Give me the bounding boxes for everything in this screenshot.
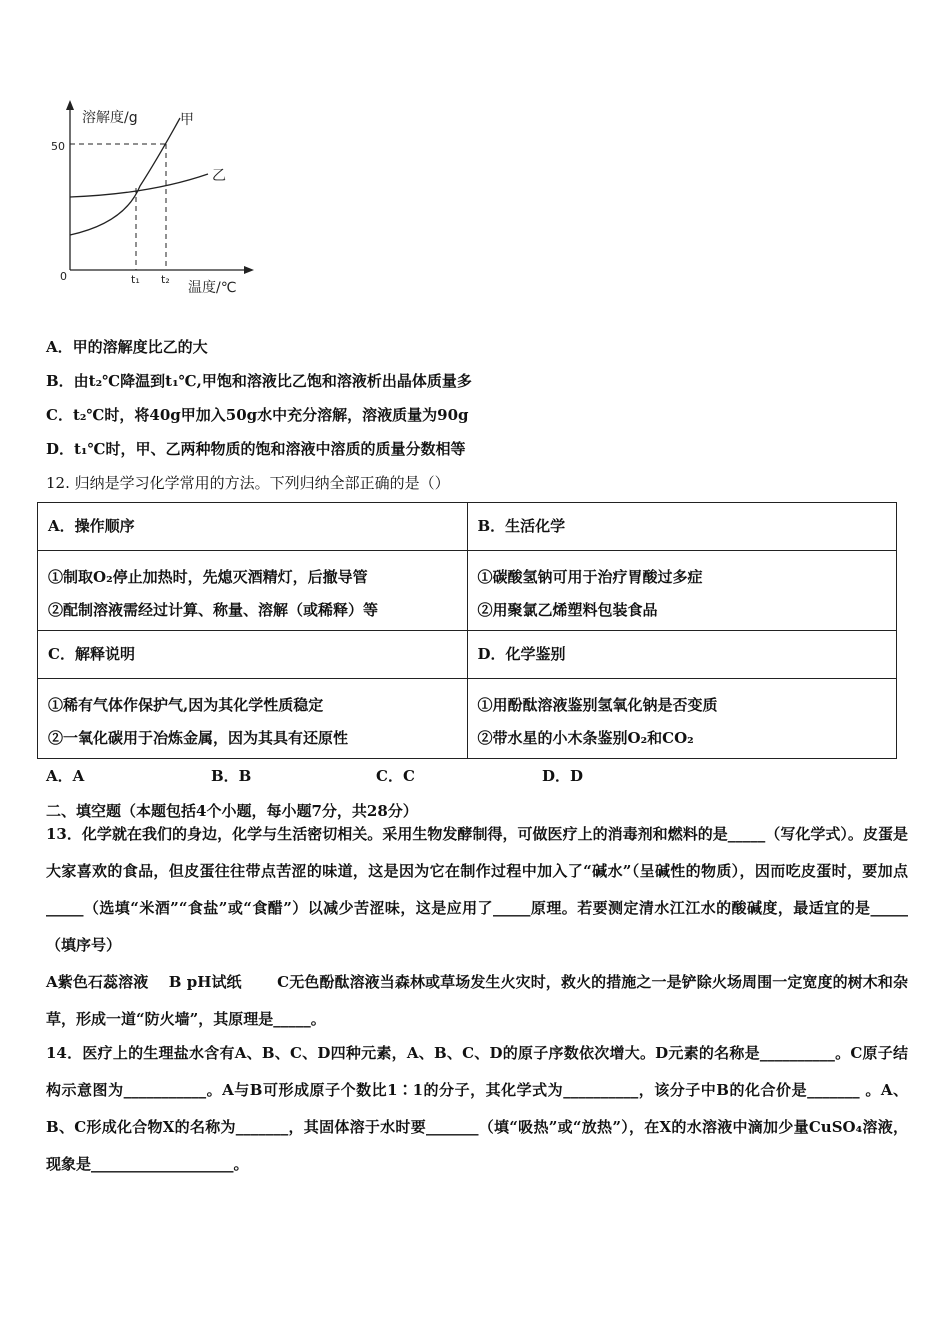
cell-b-line2: ②用聚氯乙烯塑料包装食品: [477, 601, 658, 619]
curve-jia: [70, 118, 180, 235]
y-axis-label: 溶解度/g: [82, 110, 138, 126]
q11-option-b: B．由t₂℃降温到t₁℃,甲饱和溶液比乙饱和溶液析出晶体质量多: [46, 372, 472, 390]
y-axis-arrow: [66, 100, 74, 110]
solubility-chart: [40, 98, 290, 308]
cell-c-line1: ①稀有气体作保护气,因为其化学性质稳定: [48, 696, 324, 714]
cell-b-body: [467, 551, 897, 631]
cell-a-body: [38, 551, 468, 631]
solubility-graph: [40, 98, 290, 308]
q12-table: [37, 502, 897, 759]
cell-c-line2: ②一氧化碳用于冶炼金属，因为其具有还原性: [48, 729, 349, 747]
q12-option-a: A．A: [46, 767, 85, 785]
origin-label: 0: [60, 270, 67, 283]
q14-text: 14．医疗上的生理盐水含有A、B、C、D四种元素，A、B、C、D的原子序数依次增大。D元素的名称是__________。C原子结构示意图为___________。A与B可形成原子个数比1∶1的分子，其化学式为__________，该分子中B的化合价是_______ 。A、B、C形成化合物X的名称为_______，其固体溶于水时要_______（填“吸热”或“放热”），在X的水溶液中滴加少量CuSO₄溶液，现象是___________________。: [46, 1044, 908, 1173]
cell-a-line2: ②配制溶液需经过计算、称量、溶解（或稀释）等: [48, 601, 379, 619]
cell-c-head: C．解释说明: [38, 631, 468, 679]
q13-text: 13．化学就在我们的身边，化学与生活密切相关。采用生物发酵制得，可做医疗上的消毒剂和燃料的是_____（写化学式）。皮蛋是大家喜欢的食品，但皮蛋往往带点苦涩的味道，这是因为它在制作过程中加入了“碱水”（呈碱性的物质），因而吃皮蛋时，要加点_____（选填“米酒”“食盐”或“食醋”）以减少苦涩味，这是应用了_____原理。若要测定清水江江水的酸碱度，最适宜的是_____（填序号）: [46, 825, 908, 954]
curve-yi: [70, 174, 208, 197]
x-tick-t1: t₁: [131, 273, 140, 286]
q12-text: 归纳是学习化学常用的方法。下列归纳全部正确的是（）: [74, 474, 450, 492]
q12-option-b: B．B: [211, 767, 252, 785]
q12-option-c: C．C: [376, 767, 415, 785]
q11-option-a: A．甲的溶解度比乙的大: [46, 338, 208, 356]
y-tick-50: 50: [51, 140, 65, 153]
q13-continued: A紫色石蕊溶液 B pH试纸 C无色酚酞溶液当森林或草场发生火灾时，救火的措施之一是铲除火场周围一定宽度的树木和杂草，形成一道“防火墙”，其原理是_____。: [46, 973, 908, 1028]
x-tick-t2: t₂: [161, 273, 170, 286]
curve-jia-label: 甲: [180, 112, 194, 128]
cell-d-line2: ②带水星的小木条鉴别O₂和CO₂: [477, 729, 694, 747]
q12-number: 12.: [46, 474, 70, 492]
section-2-heading: 二、填空题（本题包括4个小题，每小题7分，共28分）: [46, 802, 418, 820]
cell-d-line1: ①用酚酞溶液鉴别氢氧化钠是否变质: [477, 696, 718, 714]
q12-stem: [46, 472, 450, 493]
q12-option-d: D．D: [542, 767, 584, 785]
cell-a-line1: ①制取O₂停止加热时，先熄灭酒精灯，后撤导管: [48, 568, 368, 586]
q11-option-c: C．t₂℃时，将40g甲加入50g水中充分溶解，溶液质量为90g: [46, 406, 469, 424]
cell-b-line1: ①碳酸氢钠可用于治疗胃酸过多症: [477, 568, 703, 586]
cell-d-head: D．化学鉴别: [467, 631, 897, 679]
x-axis-label: 温度/℃: [188, 280, 237, 296]
x-axis-arrow: [244, 266, 254, 274]
cell-b-head: B．生活化学: [467, 503, 897, 551]
q11-option-d: D．t₁℃时，甲、乙两种物质的饱和溶液中溶质的质量分数相等: [46, 440, 466, 458]
cell-c-body: [38, 679, 468, 759]
cell-a-head: A．操作顺序: [38, 503, 468, 551]
cell-d-body: [467, 679, 897, 759]
curve-yi-label: 乙: [212, 168, 226, 184]
